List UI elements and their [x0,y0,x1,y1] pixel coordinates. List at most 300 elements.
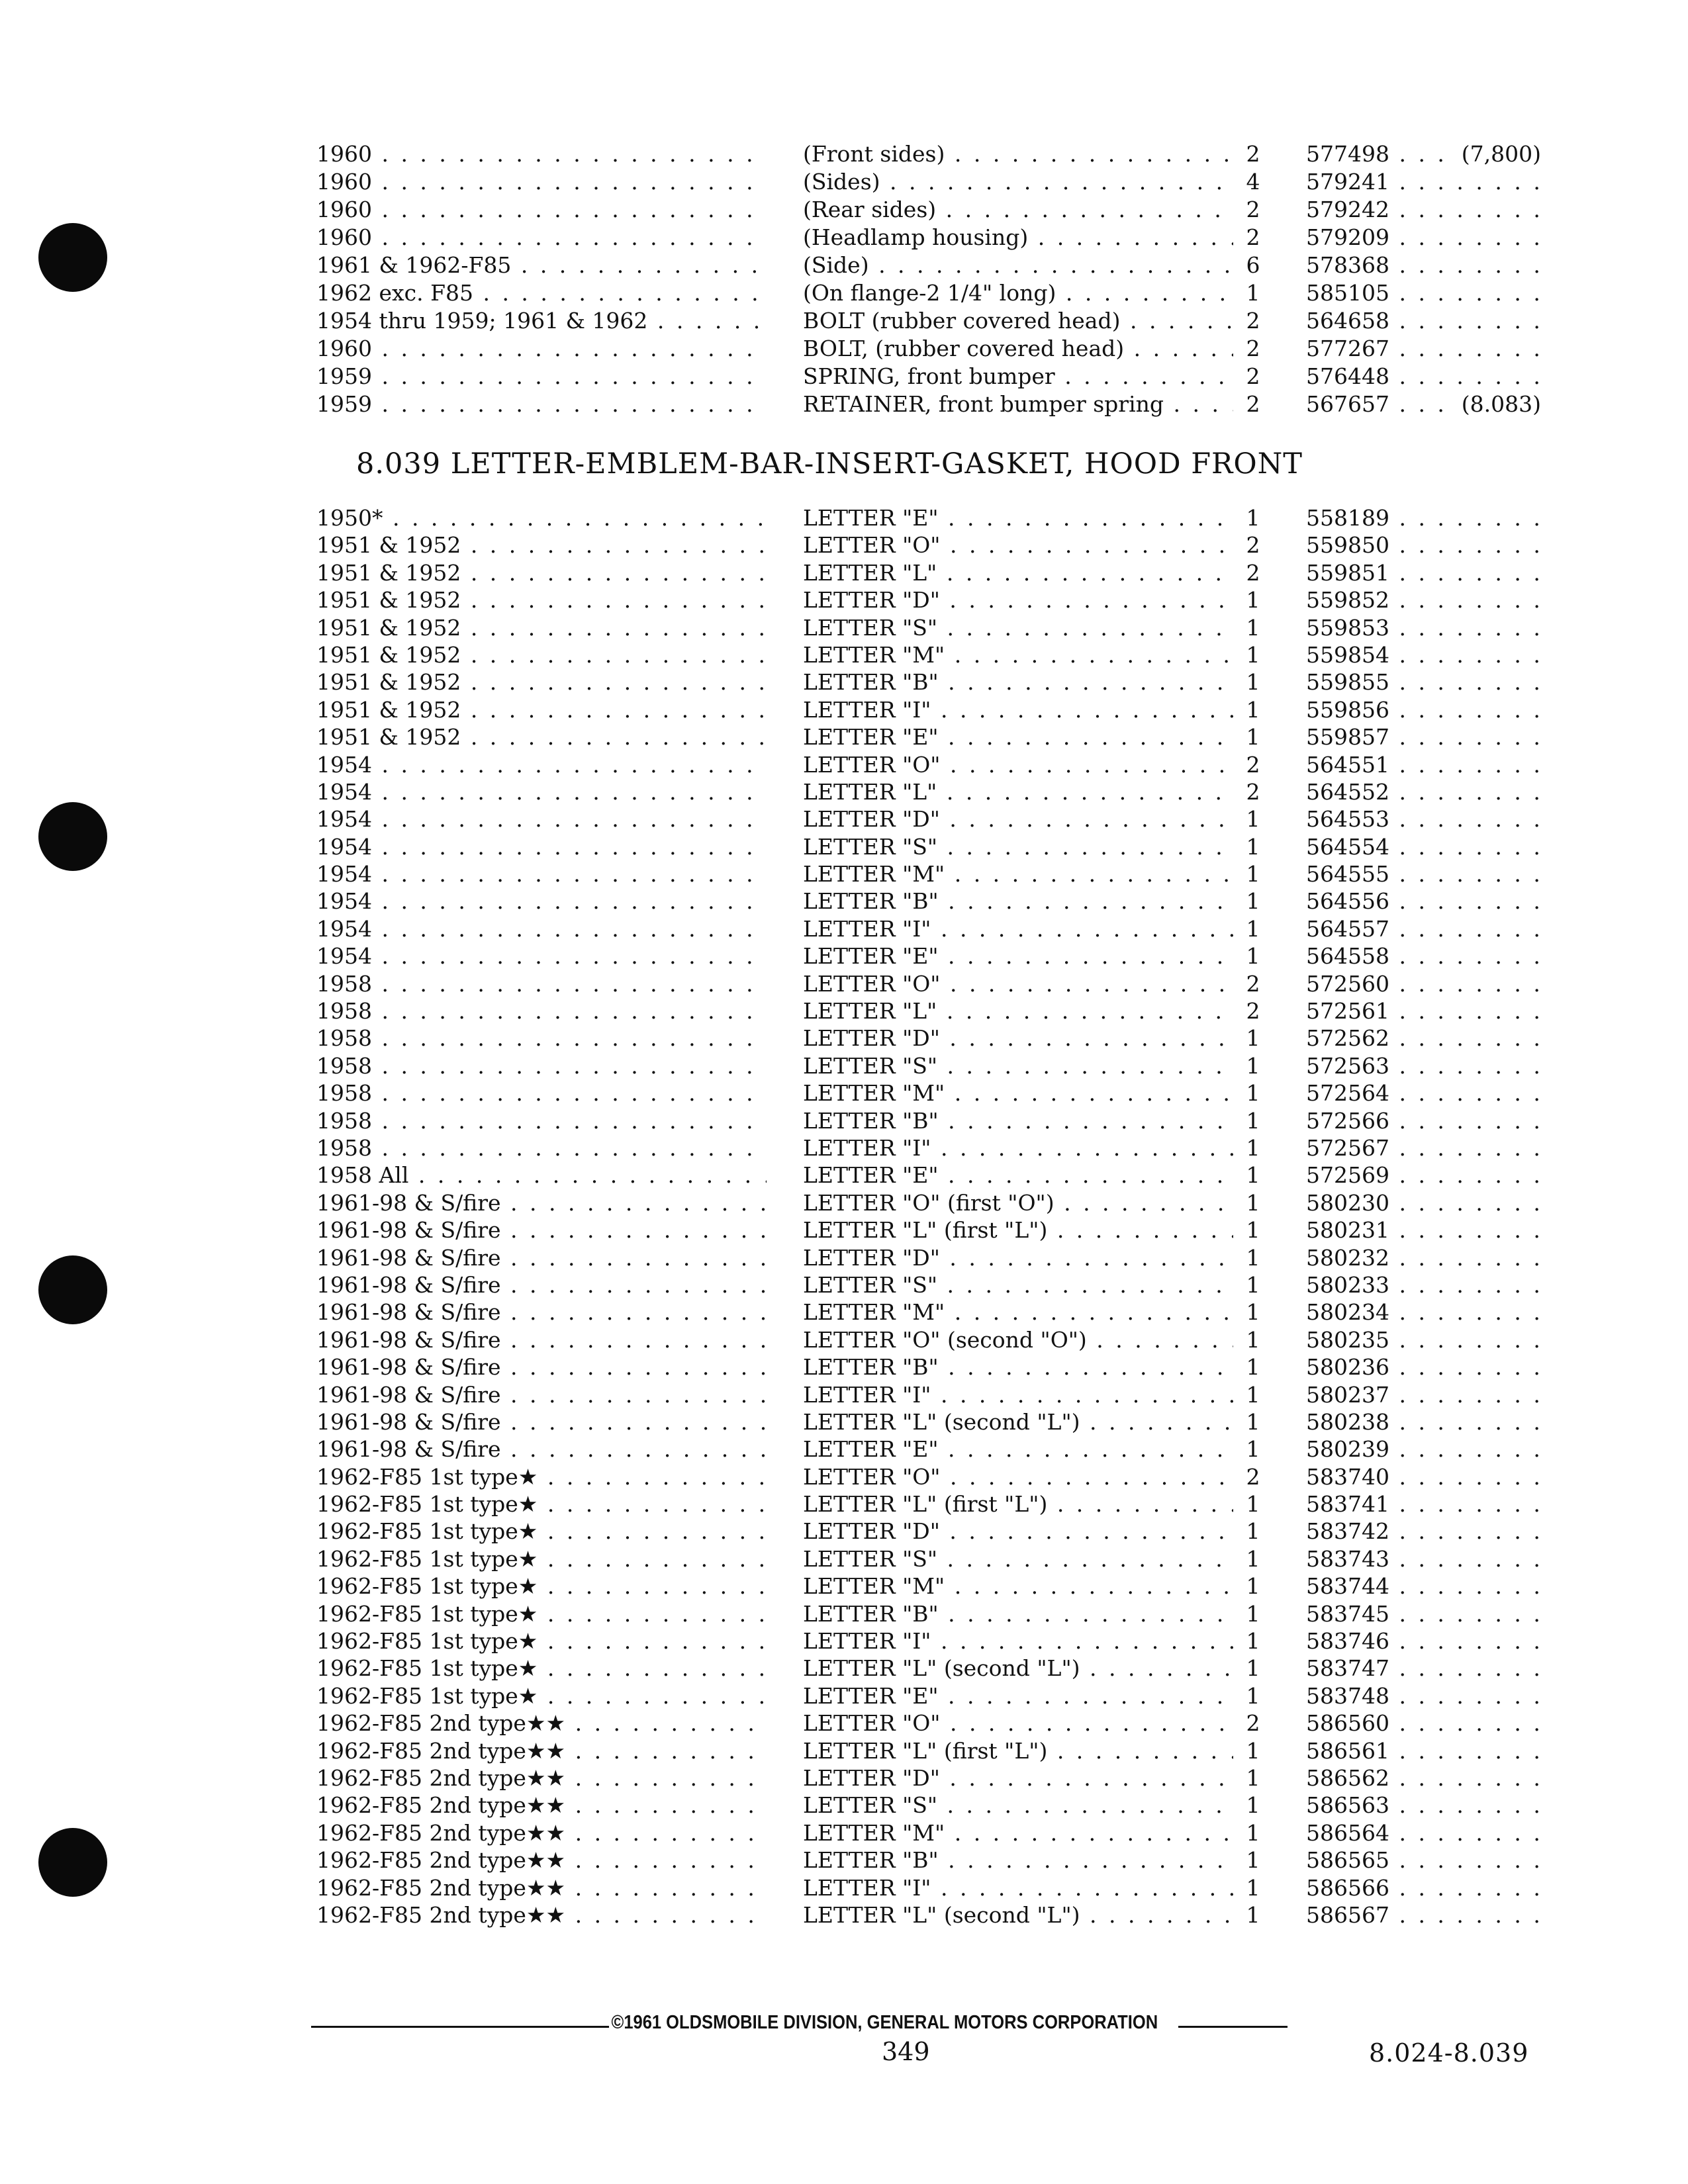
year-cell: 1954 . . . [316,942,767,970]
quantity-cell: 1 [1246,1600,1260,1627]
description-cell: LETTER "B" . . . [803,1353,1233,1381]
table-row [316,531,1548,559]
table-row [316,335,1548,363]
part-number-cell [1306,390,1548,418]
part-number: 567657 [1306,391,1389,417]
description-cell: LETTER "M" . . . [803,641,1233,668]
part-number-cell [1306,887,1548,915]
table-row [316,1709,1548,1737]
table-row [316,1846,1548,1874]
quantity-cell: 2 [1246,141,1260,167]
table-row [316,390,1548,418]
description-cell: LETTER "S" . . . [803,1545,1233,1572]
description-cell: LETTER "I" . . . [803,1134,1233,1161]
table-row [316,140,1548,168]
year-cell: 1962-F85 2nd type★★ . . . [316,1846,767,1874]
quantity-cell: 1 [1246,1244,1260,1271]
quantity-cell: 2 [1246,559,1260,586]
table-row [316,1408,1548,1435]
description-cell: (Front sides) . . . [803,140,1233,168]
year-cell: 1961-98 & S/fire . . . [316,1435,767,1463]
table-row [316,1326,1548,1353]
description-cell: LETTER "O" . . . [803,531,1233,559]
table-row [316,307,1548,335]
part-number-cell [1306,1764,1548,1792]
table-row [316,1572,1548,1600]
table-row [316,1079,1548,1107]
part-number: 580232 [1306,1244,1389,1271]
part-number: 580235 [1306,1326,1389,1353]
part-number-cell [1306,1298,1548,1326]
cross-reference: (8.083) [1456,390,1541,418]
part-number-cell [1306,805,1548,833]
year-cell: 1961 & 1962-F85 . . . [316,251,767,279]
table-row [316,1435,1548,1463]
part-number: 564551 [1306,751,1389,778]
part-number-cell [1306,1819,1548,1846]
part-number-cell [1306,279,1548,307]
part-number-cell [1306,1518,1548,1545]
year-cell: 1951 & 1952 . . . [316,723,767,751]
part-number: 583746 [1306,1628,1389,1655]
part-number-cell [1306,915,1548,942]
year-cell: 1961-98 & S/fire . . . [316,1408,767,1435]
part-number: 586567 [1306,1901,1389,1928]
table-row [316,1381,1548,1408]
quantity-cell: 1 [1246,915,1260,942]
description-cell: LETTER "D" . . . [803,1244,1233,1271]
part-number: 559855 [1306,669,1389,696]
quantity-cell: 1 [1246,505,1260,531]
quantity-cell: 2 [1246,391,1260,417]
part-number: 572561 [1306,998,1389,1024]
year-cell: 1959 . . . [316,390,767,418]
part-number: 583741 [1306,1491,1389,1518]
part-number: 580236 [1306,1354,1389,1381]
description-cell: LETTER "E" . . . [803,1435,1233,1463]
description-cell: LETTER "E" . . . [803,1161,1233,1189]
part-number-cell [1306,1874,1548,1901]
table-row [316,1271,1548,1298]
part-number-cell [1306,1655,1548,1682]
part-number-cell [1306,778,1548,805]
table-row [316,915,1548,942]
quantity-cell: 1 [1246,641,1260,668]
part-number: 572563 [1306,1052,1389,1079]
part-number-cell [1306,1600,1548,1627]
description-cell: LETTER "M" . . . [803,1572,1233,1600]
year-cell: 1958 . . . [316,1134,767,1161]
table-row [316,1764,1548,1792]
description-cell: LETTER "I" . . . [803,1381,1233,1408]
year-cell: 1962-F85 2nd type★★ . . . [316,1874,767,1901]
part-number-cell [1306,1326,1548,1353]
description-cell: LETTER "E" . . . [803,723,1233,751]
part-number: 578368 [1306,252,1389,278]
year-cell: 1960 . . . [316,168,767,196]
year-cell: 1954 . . . [316,860,767,887]
year-cell: 1961-98 & S/fire . . . [316,1298,767,1326]
description-cell: LETTER "E" . . . [803,504,1233,531]
description-cell: (Headlamp housing) . . . [803,224,1233,251]
description-cell: BOLT (rubber covered head) . . . [803,307,1233,335]
year-cell: 1951 & 1952 . . . [316,641,767,668]
quantity-cell: 1 [1246,1518,1260,1545]
part-number: 564553 [1306,806,1389,833]
description-cell: LETTER "E" . . . [803,1682,1233,1709]
quantity-cell: 1 [1246,1573,1260,1600]
quantity-cell: 1 [1246,1491,1260,1518]
description-cell: LETTER "O" . . . [803,1463,1233,1490]
table-row [316,970,1548,997]
part-number-cell [1306,559,1548,586]
quantity-cell: 1 [1246,1217,1260,1244]
year-cell: 1962 exc. F85 . . . [316,279,767,307]
part-number-cell [1306,1709,1548,1737]
description-cell: LETTER "B" . . . [803,887,1233,915]
table-row [316,1682,1548,1709]
part-number-cell [1306,1545,1548,1572]
quantity-cell: 6 [1246,252,1260,278]
table-row [316,997,1548,1024]
quantity-cell: 1 [1246,1545,1260,1572]
quantity-cell: 1 [1246,943,1260,970]
description-cell: LETTER "M" . . . [803,1819,1233,1846]
part-number-cell [1306,224,1548,251]
table-row [316,196,1548,224]
description-cell: LETTER "M" . . . [803,1079,1233,1107]
part-number: 572567 [1306,1134,1389,1161]
part-number: 580233 [1306,1271,1389,1298]
year-cell: 1954 . . . [316,833,767,860]
year-cell: 1962-F85 1st type★ . . . [316,1463,767,1490]
year-cell: 1962-F85 2nd type★★ . . . [316,1901,767,1929]
year-cell: 1958 . . . [316,970,767,997]
year-cell: 1962-F85 2nd type★★ . . . [316,1819,767,1846]
year-cell: 1962-F85 1st type★ . . . [316,1600,767,1627]
part-number-cell [1306,997,1548,1024]
year-cell: 1958 . . . [316,1052,767,1079]
year-cell: 1962-F85 2nd type★★ . . . [316,1792,767,1819]
table-row [316,614,1548,641]
part-number: 564556 [1306,888,1389,915]
description-cell: LETTER "L" (second "L") . . . [803,1408,1233,1435]
copyright-notice: ©1961 OLDSMOBILE DIVISION, GENERAL MOTORS CORPORATION [609,2012,1160,2034]
part-number: 577267 [1306,336,1389,361]
punch-hole [38,223,107,292]
description-cell: LETTER "M" . . . [803,860,1233,887]
quantity-cell: 1 [1246,696,1260,723]
description-cell: SPRING, front bumper . . . [803,363,1233,390]
year-cell: 1960 . . . [316,140,767,168]
year-cell: 1951 & 1952 . . . [316,614,767,641]
quantity-cell: 1 [1246,1901,1260,1928]
table-row [316,168,1548,196]
table-row [316,1819,1548,1846]
year-cell: 1962-F85 1st type★ . . . [316,1682,767,1709]
description-cell: BOLT, (rubber covered head) . . . [803,335,1233,363]
part-number-cell [1306,641,1548,668]
description-cell: LETTER "B" . . . [803,1600,1233,1627]
year-cell: 1954 . . . [316,887,767,915]
table-row [316,1490,1548,1518]
part-number-cell [1306,723,1548,751]
footer-rule-left [311,2026,616,2028]
year-cell: 1961-98 & S/fire . . . [316,1271,767,1298]
year-cell: 1962-F85 2nd type★★ . . . [316,1764,767,1792]
quantity-cell: 2 [1246,751,1260,778]
table-row [316,1161,1548,1189]
table-row [316,559,1548,586]
punch-hole [38,802,107,871]
description-cell: LETTER "I" . . . [803,696,1233,723]
year-cell: 1962-F85 1st type★ . . . [316,1545,767,1572]
description-cell: LETTER "S" . . . [803,833,1233,860]
year-cell: 1962-F85 2nd type★★ . . . [316,1737,767,1764]
table-row [316,1463,1548,1490]
description-cell: LETTER "L" . . . [803,778,1233,805]
part-number-cell [1306,1189,1548,1216]
part-number-cell [1306,1490,1548,1518]
quantity-cell: 2 [1246,363,1260,389]
quantity-cell: 1 [1246,1682,1260,1709]
part-number-cell [1306,335,1548,363]
part-number: 583742 [1306,1518,1389,1545]
quantity-cell: 1 [1246,1354,1260,1381]
quantity-cell: 1 [1246,669,1260,696]
quantity-cell: 2 [1246,224,1260,250]
year-cell: 1954 . . . [316,751,767,778]
table-row [316,1107,1548,1134]
parts-table-letters [316,504,1548,1929]
year-cell: 1954 . . . [316,778,767,805]
quantity-cell: 1 [1246,1080,1260,1107]
table-row [316,279,1548,307]
part-number: 558189 [1306,505,1389,531]
description-cell: LETTER "I" . . . [803,1874,1233,1901]
part-number: 580238 [1306,1408,1389,1435]
table-row [316,1244,1548,1271]
part-number-cell [1306,363,1548,390]
part-number-cell [1306,1079,1548,1107]
description-cell: LETTER "D" . . . [803,1764,1233,1792]
part-number: 559857 [1306,724,1389,751]
year-cell: 1961-98 & S/fire . . . [316,1353,767,1381]
table-row [316,1737,1548,1764]
year-cell: 1954 . . . [316,805,767,833]
description-cell: LETTER "S" . . . [803,1792,1233,1819]
part-number-cell [1306,1572,1548,1600]
description-cell: LETTER "D" . . . [803,586,1233,614]
part-number: 559854 [1306,641,1389,668]
description-cell: LETTER "O" (first "O") . . . [803,1189,1233,1216]
table-row [316,696,1548,723]
description-cell: (On flange-2 1/4" long) . . . [803,279,1233,307]
table-row [316,833,1548,860]
description-cell: LETTER "D" . . . [803,1518,1233,1545]
quantity-cell: 1 [1246,1819,1260,1846]
part-number-cell [1306,1024,1548,1052]
table-row [316,1600,1548,1627]
table-row [316,805,1548,833]
section-range: 8.024-8.039 [1369,2038,1529,2068]
part-number-cell [1306,1408,1548,1435]
quantity-cell: 2 [1246,778,1260,805]
punch-hole [38,1255,107,1324]
part-number-cell [1306,504,1548,531]
part-number: 583745 [1306,1600,1389,1627]
quantity-cell: 1 [1246,806,1260,833]
description-cell: LETTER "L" (first "L") . . . [803,1216,1233,1244]
table-row [316,1792,1548,1819]
year-cell: 1960 . . . [316,224,767,251]
part-number: 580231 [1306,1217,1389,1244]
part-number: 586566 [1306,1874,1389,1901]
description-cell: LETTER "L" . . . [803,559,1233,586]
table-row [316,1134,1548,1161]
quantity-cell: 1 [1246,1792,1260,1819]
part-number: 576448 [1306,363,1389,389]
part-number: 564552 [1306,778,1389,805]
table-row [316,942,1548,970]
section-heading: 8.039 LETTER-EMBLEM-BAR-INSERT-GASKET, HOOD FRONT [356,447,1303,480]
year-cell: 1951 & 1952 . . . [316,668,767,696]
quantity-cell: 1 [1246,1874,1260,1901]
year-cell: 1960 . . . [316,196,767,224]
year-cell: 1962-F85 1st type★ . . . [316,1490,767,1518]
part-number: 564557 [1306,915,1389,942]
part-number-cell [1306,970,1548,997]
description-cell: LETTER "I" . . . [803,915,1233,942]
description-cell: LETTER "O" . . . [803,1709,1233,1737]
quantity-cell: 1 [1246,833,1260,860]
description-cell: LETTER "O" . . . [803,970,1233,997]
quantity-cell: 1 [1246,1025,1260,1052]
part-number-cell [1306,1381,1548,1408]
part-number: 564558 [1306,943,1389,970]
year-cell: 1962-F85 1st type★ . . . [316,1655,767,1682]
punch-hole [38,1828,107,1897]
part-number-cell [1306,751,1548,778]
quantity-cell: 1 [1246,1436,1260,1463]
description-cell: LETTER "L" (first "L") . . . [803,1490,1233,1518]
quantity-cell: 2 [1246,336,1260,361]
part-number: 572566 [1306,1107,1389,1134]
part-number: 586564 [1306,1819,1389,1846]
quantity-cell: 1 [1246,1737,1260,1764]
description-cell: (Rear sides) . . . [803,196,1233,224]
table-row [316,586,1548,614]
part-number: 579209 [1306,224,1389,250]
description-cell: LETTER "L" (second "L") . . . [803,1901,1233,1929]
quantity-cell: 1 [1246,724,1260,751]
quantity-cell: 1 [1246,1052,1260,1079]
table-row [316,641,1548,668]
year-cell: 1960 . . . [316,335,767,363]
table-row [316,1627,1548,1655]
table-row [316,1189,1548,1216]
year-cell: 1961-98 & S/fire . . . [316,1244,767,1271]
description-cell: RETAINER, front bumper spring . . . [803,390,1233,418]
part-number: 564554 [1306,833,1389,860]
table-row [316,1024,1548,1052]
description-cell: LETTER "O" . . . [803,751,1233,778]
part-number: 559850 [1306,532,1389,559]
part-number-cell [1306,1161,1548,1189]
page-number: 349 [882,2037,930,2066]
description-cell: (Sides) . . . [803,168,1233,196]
quantity-cell: 2 [1246,998,1260,1024]
part-number: 564555 [1306,861,1389,887]
description-cell: LETTER "B" . . . [803,668,1233,696]
year-cell: 1961-98 & S/fire . . . [316,1381,767,1408]
quantity-cell: 1 [1246,614,1260,641]
description-cell: LETTER "O" (second "O") . . . [803,1326,1233,1353]
quantity-cell: 2 [1246,1710,1260,1737]
part-number: 577498 [1306,141,1389,167]
quantity-cell: 2 [1246,1463,1260,1490]
part-number: 583740 [1306,1463,1389,1490]
part-number-cell [1306,1244,1548,1271]
part-number-cell [1306,586,1548,614]
part-number-cell [1306,1052,1548,1079]
year-cell: 1961-98 & S/fire . . . [316,1326,767,1353]
quantity-cell: 1 [1246,1408,1260,1435]
quantity-cell: 1 [1246,1655,1260,1682]
year-cell: 1951 & 1952 . . . [316,696,767,723]
part-number-cell [1306,1901,1548,1929]
year-cell: 1950* . . . [316,504,767,531]
part-number-cell [1306,307,1548,335]
part-number: 572562 [1306,1025,1389,1052]
year-cell: 1958 . . . [316,1024,767,1052]
description-cell: LETTER "B" . . . [803,1107,1233,1134]
description-cell: LETTER "B" . . . [803,1846,1233,1874]
part-number: 583748 [1306,1682,1389,1709]
description-cell: (Side) . . . [803,251,1233,279]
part-number-cell [1306,1792,1548,1819]
year-cell: 1954 . . . [316,915,767,942]
table-row [316,363,1548,390]
table-row [316,887,1548,915]
quantity-cell: 1 [1246,1326,1260,1353]
description-cell: LETTER "L" (second "L") . . . [803,1655,1233,1682]
quantity-cell: 1 [1246,888,1260,915]
quantity-cell: 1 [1246,1381,1260,1408]
part-number: 586562 [1306,1764,1389,1791]
quantity-cell: 1 [1246,1764,1260,1791]
description-cell: LETTER "M" . . . [803,1298,1233,1326]
part-number-cell [1306,1682,1548,1709]
description-cell: LETTER "S" . . . [803,614,1233,641]
table-row [316,723,1548,751]
part-number: 572564 [1306,1080,1389,1107]
year-cell: 1961-98 & S/fire . . . [316,1189,767,1216]
year-cell: 1951 & 1952 . . . [316,559,767,586]
description-cell: LETTER "S" . . . [803,1271,1233,1298]
quantity-cell: 1 [1246,861,1260,887]
description-cell: LETTER "S" . . . [803,1052,1233,1079]
part-number-cell [1306,1216,1548,1244]
part-number-cell [1306,1435,1548,1463]
part-number: 586563 [1306,1792,1389,1819]
table-row [316,1655,1548,1682]
year-cell: 1962-F85 2nd type★★ . . . [316,1709,767,1737]
part-number-cell [1306,1846,1548,1874]
quantity-cell: 1 [1246,1847,1260,1874]
part-number: 559851 [1306,559,1389,586]
part-number: 572569 [1306,1162,1389,1189]
